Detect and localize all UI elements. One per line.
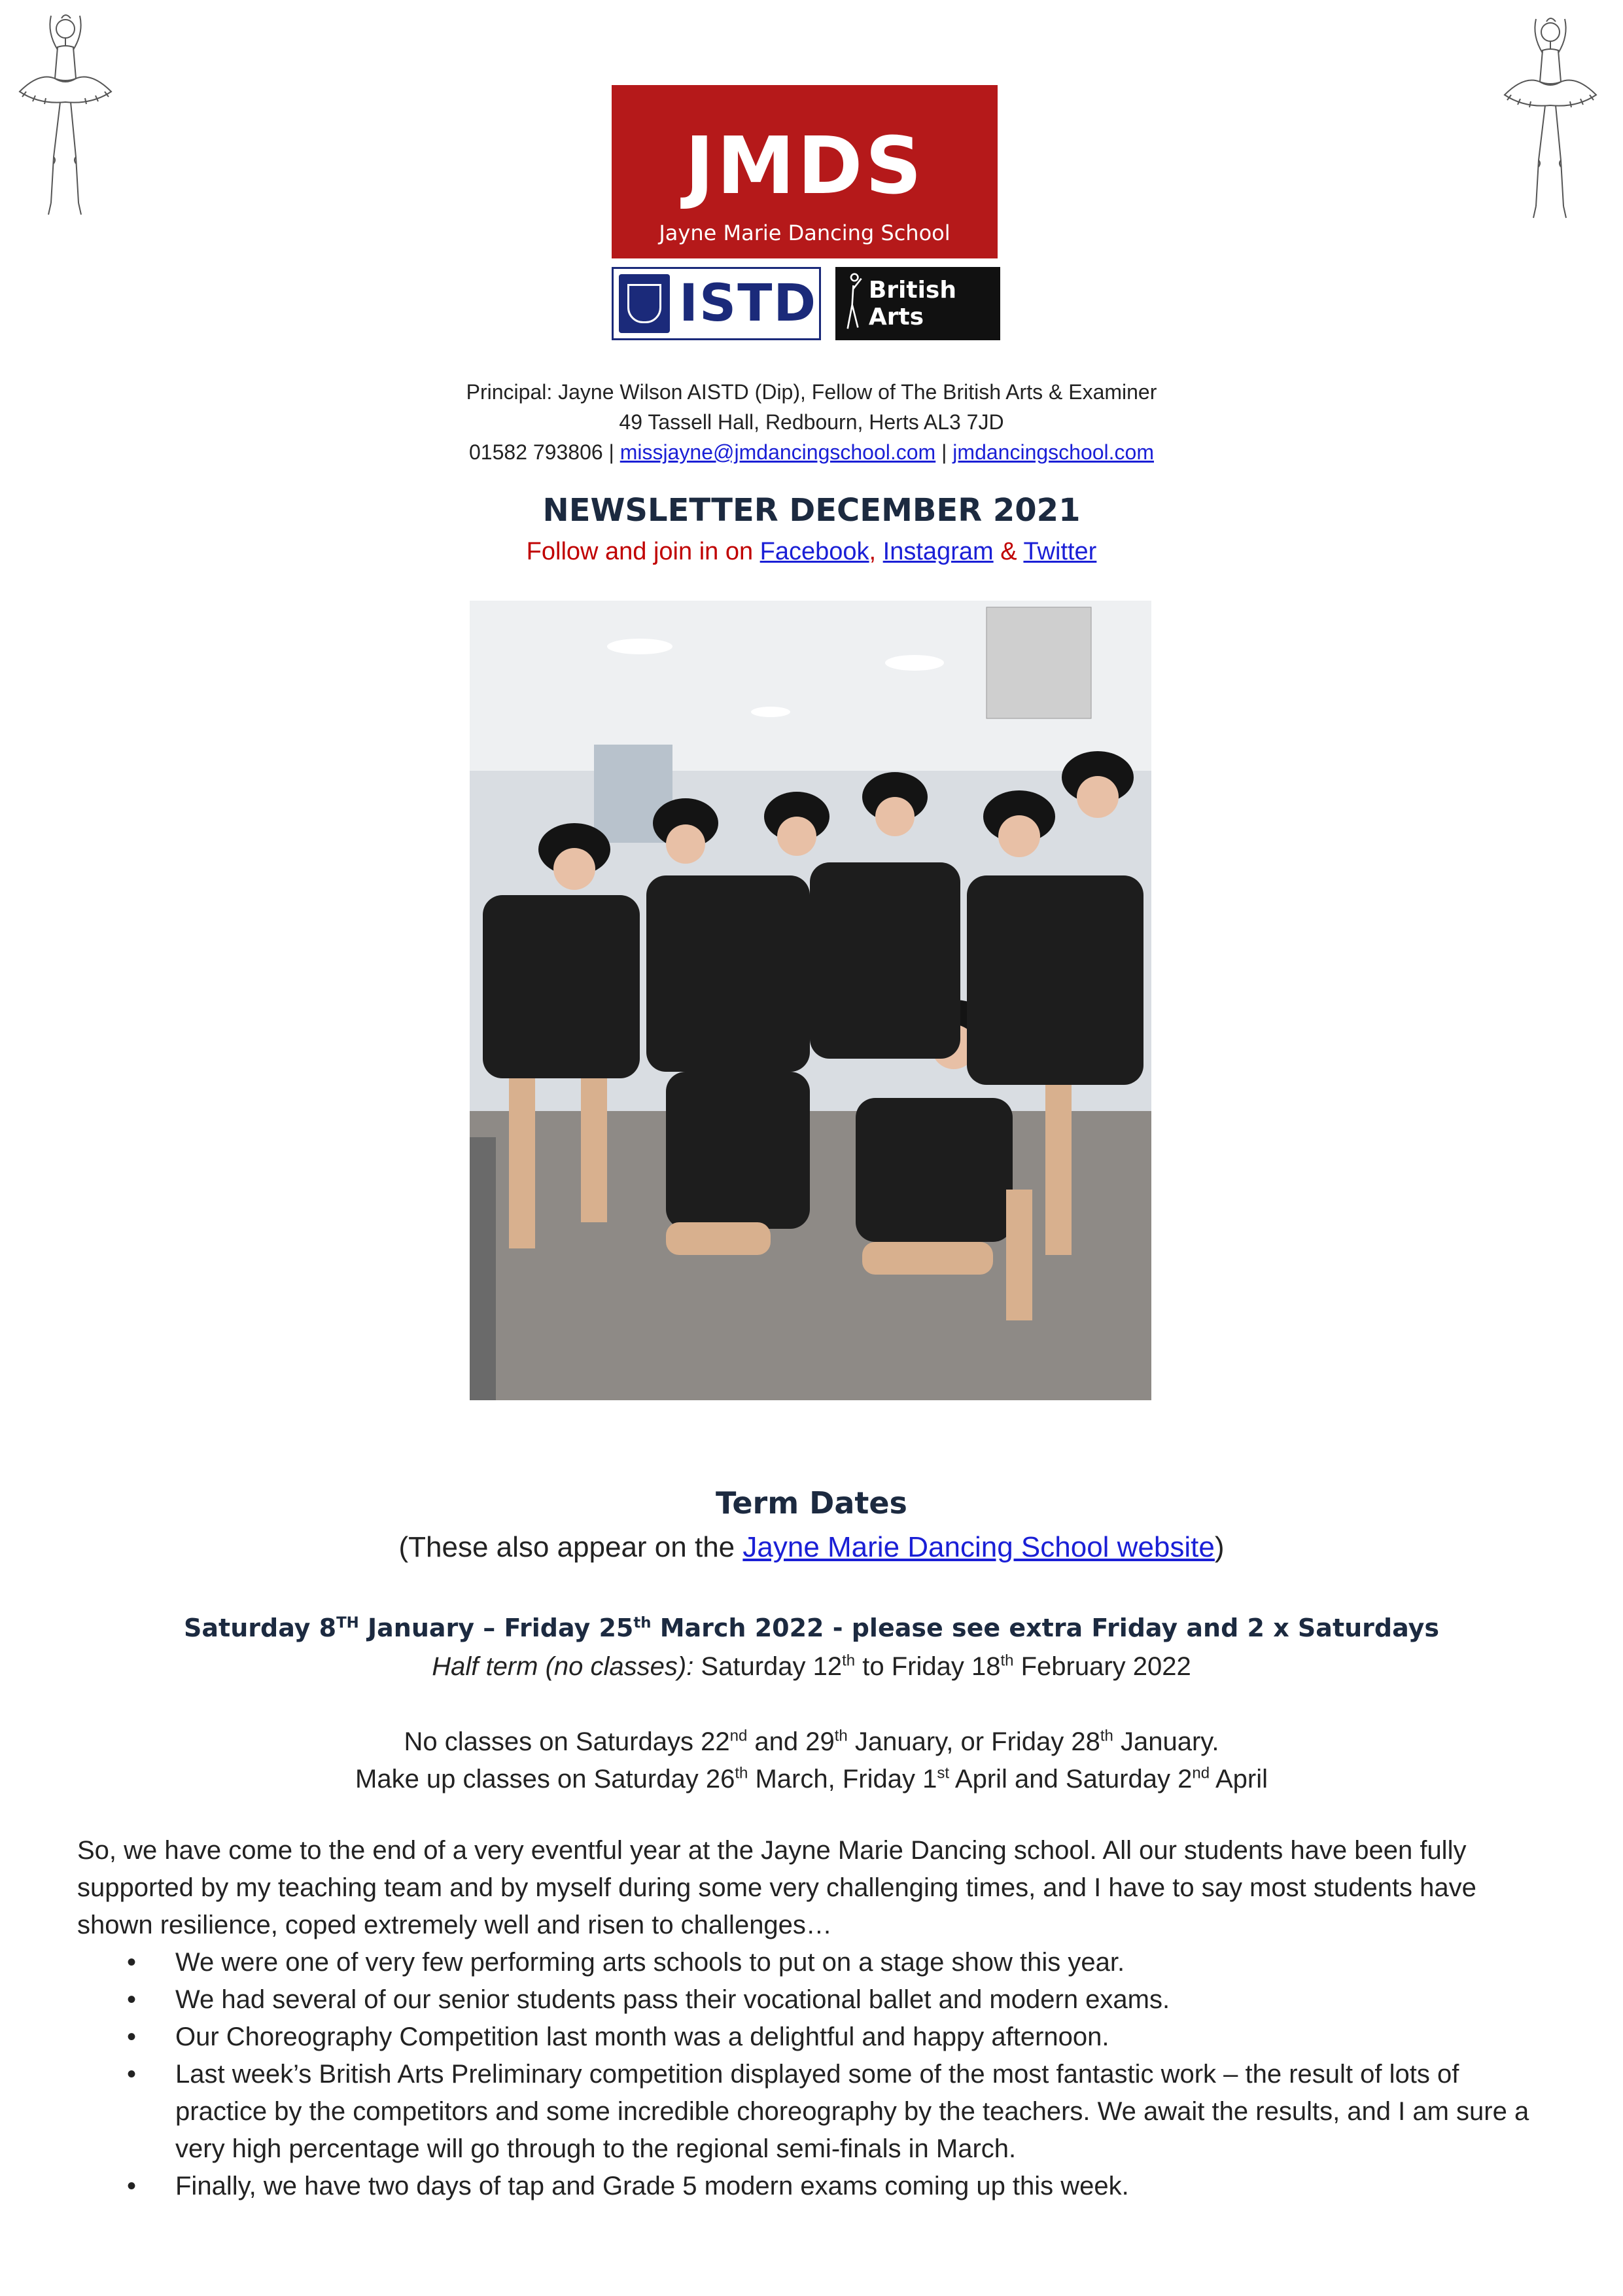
school-website-link[interactable]: Jayne Marie Dancing School website (742, 1531, 1215, 1563)
contact-separator: | (941, 440, 947, 464)
jmds-logo (612, 85, 998, 258)
list-item: • We were one of very few performing arts schools to put on a stage show this year. (77, 1944, 1556, 1981)
term-dates-title: Term Dates (716, 1485, 907, 1521)
ordinal-suffix: st (937, 1764, 949, 1782)
british-arts-logo (835, 267, 1000, 340)
ballerina-sketch-right (1498, 10, 1603, 226)
email-link[interactable]: missjayne@jmdancingschool.com (620, 440, 936, 464)
dancer-figure-icon (842, 272, 865, 335)
istd-logo (612, 267, 821, 340)
ballerina-sketch-left (13, 7, 118, 222)
no-classes-text: January. (1113, 1727, 1219, 1756)
newsletter-title: NEWSLETTER DECEMBER 2021 (542, 492, 1081, 529)
ordinal-suffix: nd (1192, 1764, 1210, 1782)
no-classes-text: January, or Friday 28 (847, 1727, 1100, 1756)
contact-line (0, 437, 1623, 467)
highlights-list (77, 1944, 1556, 2205)
follow-comma: , (869, 538, 877, 565)
ordinal-suffix: nd (729, 1727, 748, 1745)
istd-crest-icon (619, 274, 670, 333)
list-item: • Our Choreography Competition last month was a delightful and happy afternoon. (77, 2019, 1556, 2056)
facebook-link[interactable]: Facebook (759, 538, 869, 565)
ordinal-suffix: th (735, 1764, 748, 1782)
twitter-link[interactable]: Twitter (1023, 538, 1097, 565)
follow-ampersand: & (1000, 538, 1017, 565)
jmds-logo-title: JMDS (684, 121, 925, 212)
half-term-text: Saturday 12 (693, 1652, 843, 1681)
ordinal-suffix: th (842, 1651, 856, 1670)
half-term-label: Half term (no classes): (432, 1652, 694, 1681)
phone-text: 01582 793806 | (469, 440, 614, 464)
half-term-text: February 2022 (1013, 1652, 1191, 1681)
instagram-link[interactable]: Instagram (882, 538, 994, 565)
makeup-text: April and Saturday 2 (949, 1765, 1193, 1793)
istd-logo-text: ISTD (679, 274, 818, 333)
term-range-text: March 2022 - please see extra Friday and 2 x Saturdays (651, 1614, 1439, 1642)
ordinal-suffix: TH (336, 1614, 359, 1632)
follow-prefix: Follow and join in on (526, 538, 754, 565)
intro-paragraph: So, we have come to the end of a very eventful year at the Jayne Marie Dancing school. All our students have been fully supported by my teaching team and by myself during some very challenging times, and I have to say most students have shown resilience, coped extremely well and risen to challenges… (77, 1836, 1476, 1939)
ordinal-suffix: th (633, 1614, 652, 1632)
ordinal-suffix: th (1100, 1727, 1113, 1745)
term-sub-prefix: (These also appear on the (398, 1531, 735, 1563)
makeup-classes-line (0, 1765, 1623, 1794)
no-classes-text: No classes on Saturdays 22 (404, 1727, 730, 1756)
no-classes-line (0, 1727, 1623, 1757)
ordinal-suffix: th (1000, 1651, 1014, 1670)
no-classes-text: and 29 (747, 1727, 835, 1756)
jmds-logo-subtitle: Jayne Marie Dancing School (659, 221, 951, 245)
term-range-text: Saturday 8 (184, 1614, 337, 1642)
follow-line (0, 538, 1623, 566)
ordinal-suffix: th (834, 1727, 848, 1745)
term-sub-suffix: ) (1214, 1531, 1225, 1563)
list-item: • Last week’s British Arts Preliminary competition displayed some of the most fantastic work – the result of lots of practice by the competitors and some incredible choreography by the teachers. We await the results, and I am sure a very high percentage will go through to the regional semi-finals in March. (77, 2056, 1556, 2168)
half-term-text: to Friday 18 (855, 1652, 1001, 1681)
website-link[interactable]: jmdancingschool.com (952, 440, 1154, 464)
list-item: • We had several of our senior students pass their vocational ballet and modern exams. (77, 1981, 1556, 2019)
half-term-line (0, 1652, 1623, 1682)
british-arts-logo-text: British Arts (868, 277, 956, 330)
principal-line: Principal: Jayne Wilson AISTD (Dip), Fellow of The British Arts & Examiner (466, 380, 1157, 404)
term-dates-subtitle (0, 1531, 1623, 1564)
group-dance-photo (470, 601, 1151, 1400)
address-line: 49 Tassell Hall, Redbourn, Herts AL3 7JD (619, 410, 1004, 434)
term-range (0, 1614, 1623, 1642)
list-item: • Finally, we have two days of tap and Grade 5 modern exams coming up this week. (77, 2168, 1556, 2205)
term-range-text: January – Friday 25 (358, 1614, 634, 1642)
makeup-text: April (1210, 1765, 1268, 1793)
makeup-text: March, Friday 1 (748, 1765, 937, 1793)
makeup-text: Make up classes on Saturday 26 (355, 1765, 735, 1793)
